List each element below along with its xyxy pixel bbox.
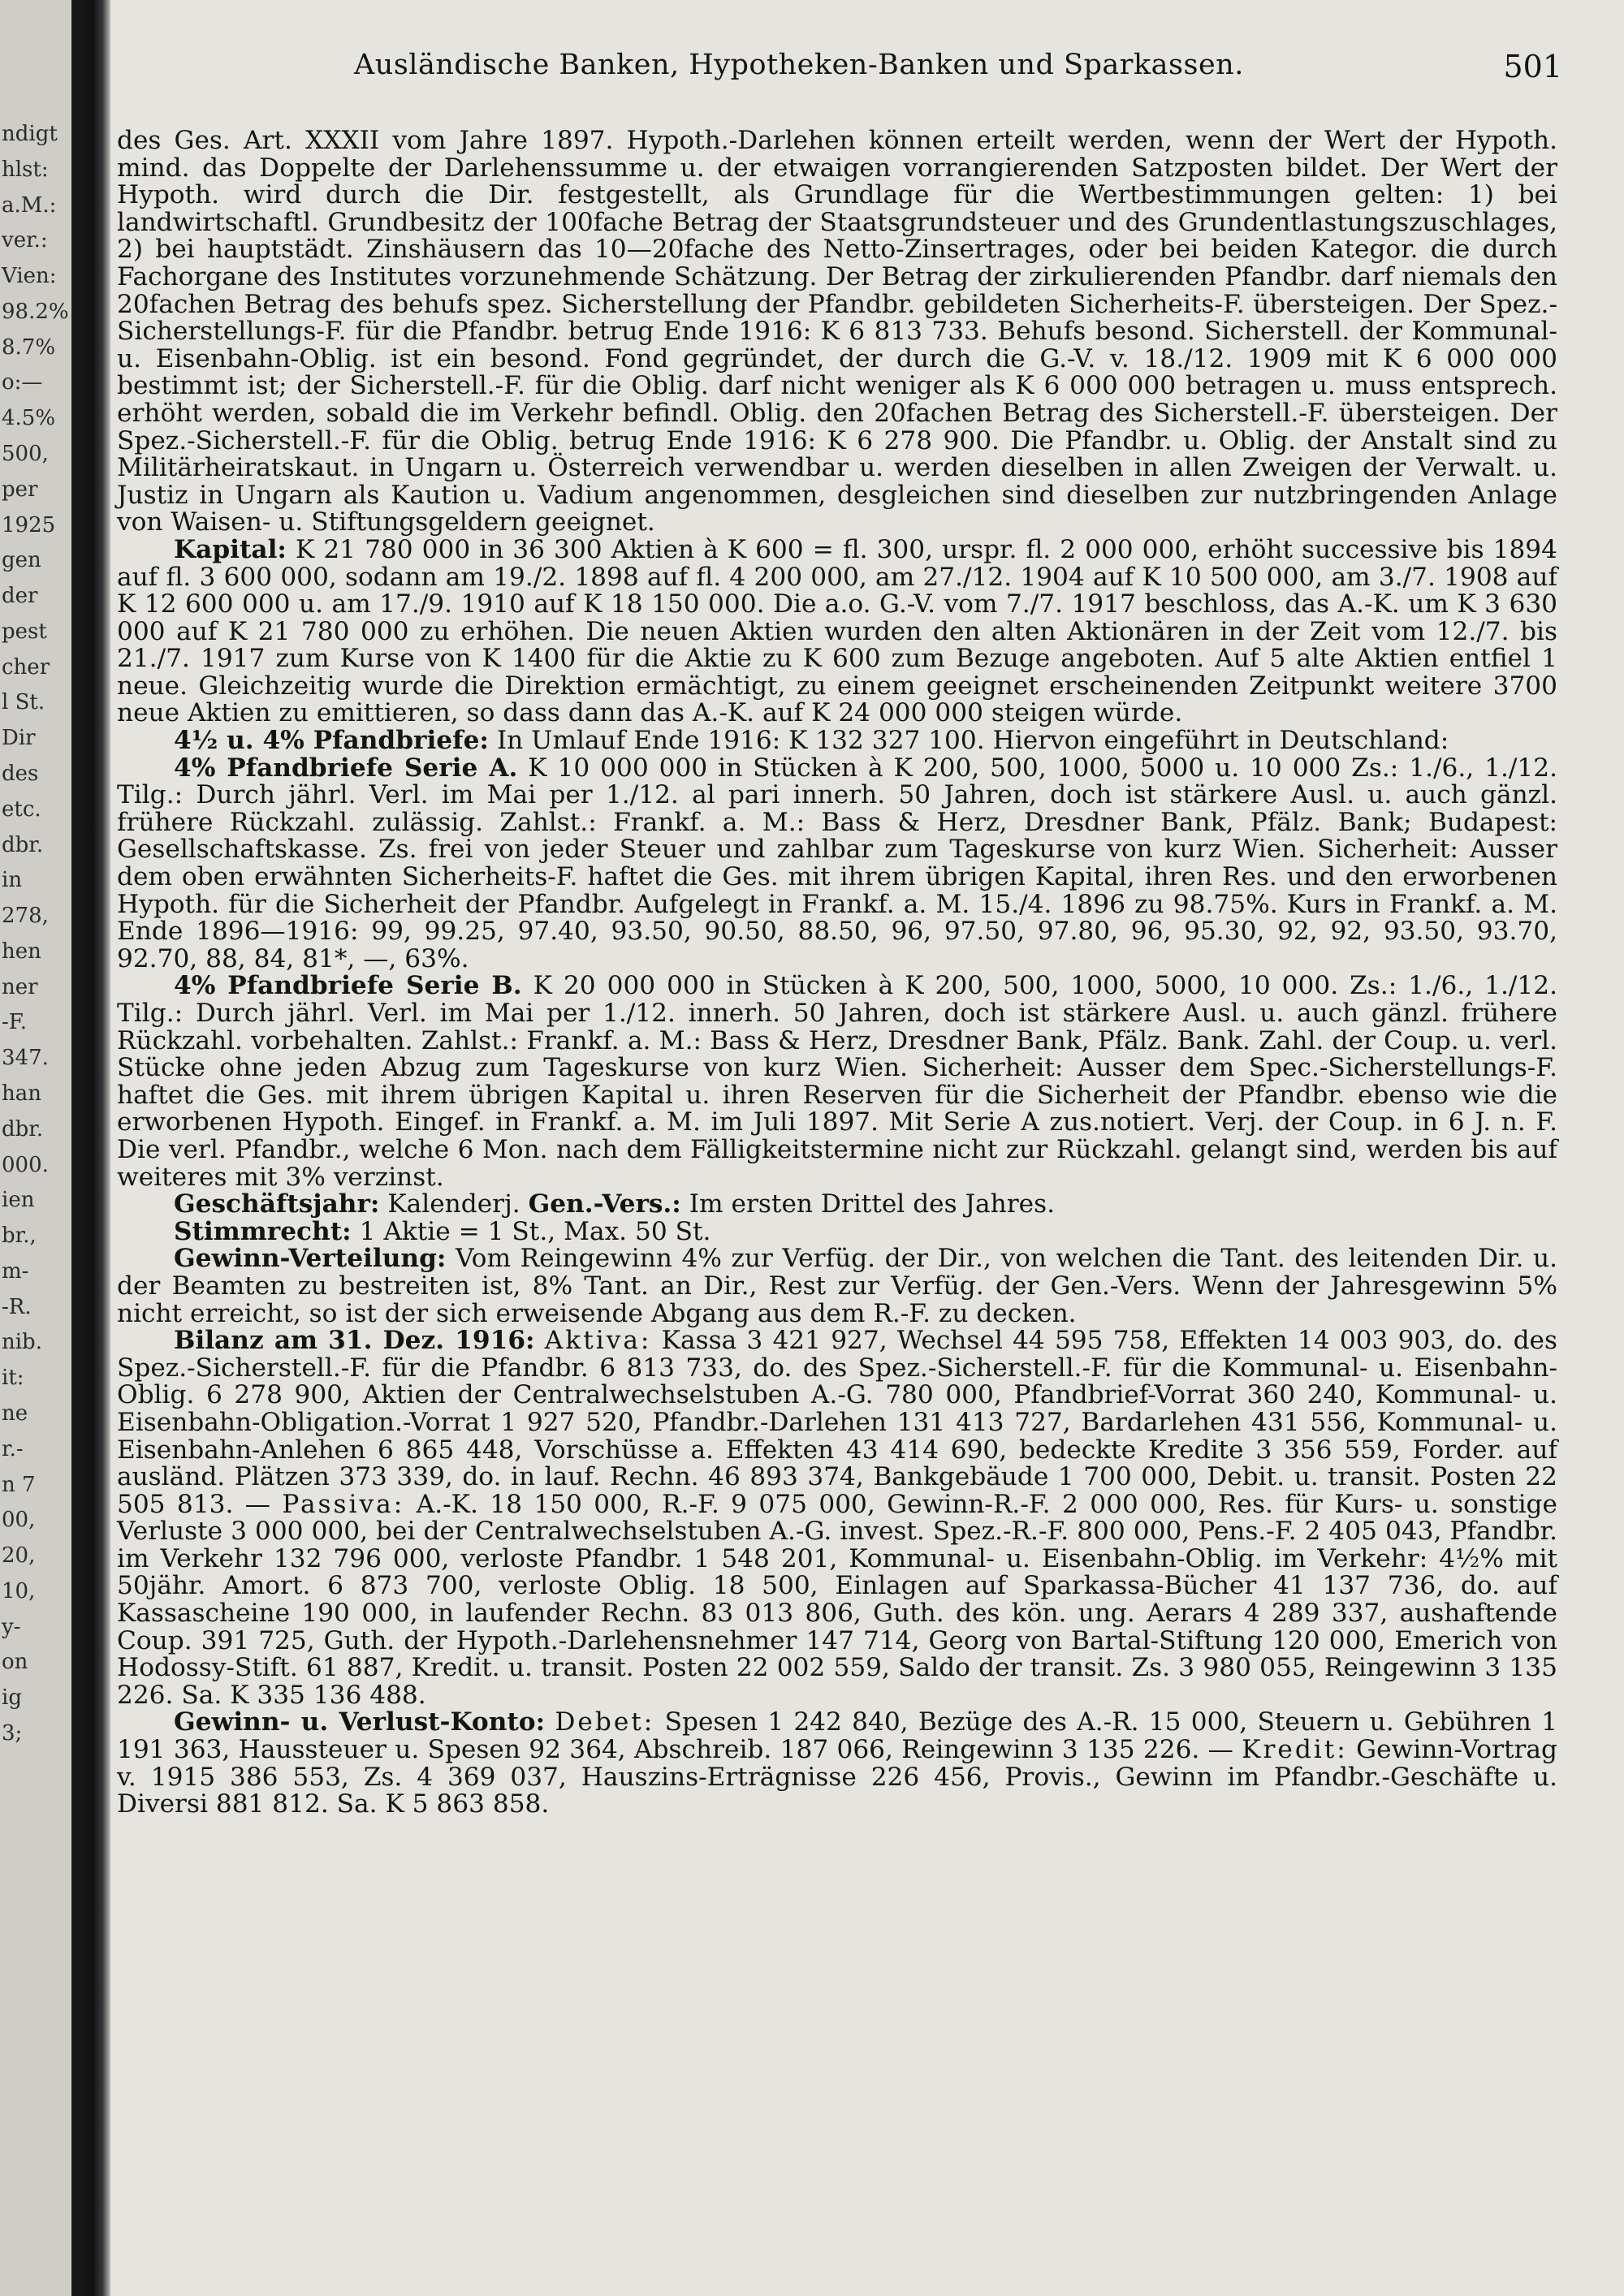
margin-fragment: 1925 [2,513,56,537]
margin-fragment: ner [2,975,38,999]
adjacent-page-margin [0,0,71,2296]
hypothek-paragraph: des Ges. Art. XXXII vom Jahre 1897. Hypoth.-Darlehen können erteilt werden, wenn der Wert der Hypoth. mind. das Doppelte der Darlehenssumme u. der etwaigen vorrangierenden Satzposten bildet. Der Wert der Hypoth. wird durch die Dir. festgestellt, als Grundlage für die Wertbestimmungen gelten: 1) bei landwirtschaftl. Grundbesitz der 100fache Betrag der Staatsgrundsteuer und des Grundentlastungszuschlages, 2) bei hauptstädt. Zinshäusern das 10—20fache des Netto-Zinsertrages, oder bei beiden Kategor. die durch Fachorgane des Institutes vorzunehmende Schätzung. Der Betrag der zirkulierenden Pfandbr. darf niemals den 20fachen Betrag des behufs spez. Sicherstellung der Pfandbr. gebildeten Sicherheits-F. übersteigen. Der Spez.-Sicherstellungs-F. für die Pfandbr. betrug Ende 1916: K 6 813 733. Behufs besond. Sicherstell. der Kommunal- u. Eisenbahn-Oblig. ist ein besond. Fond gegründet, der durch die G.-V. v. 18./12. 1909 mit K 6 000 000 bestimmt ist; der Sicherstell.-F. für die Oblig. darf nicht weniger als K 6 000 000 betragen u. muss entsprech. erhöht werden, sobald die im Verkehr befindl. Oblig. den 20fachen Betrag des Sicherstell.-F. übersteigen. Der Spez.-Sicherstell.-F. für die Oblig. betrug Ende 1916: K 6 278 900. Die Pfandbr. u. Oblig. der Anstalt sind zu Militärheiratskaut. in Ungarn u. Österreich verwendbar u. werden dieselben in allen Zweigen der Verwalt. u. Justiz in Ungarn als Kaution u. Vadium angenommen, desgleichen sind dieselben zur nutzbringenden Anlage von Waisen- u. Stiftungsgeldern geeignet. [117,126,1557,537]
margin-fragment: r.- [2,1437,24,1461]
gewinn-verlust-paragraph [117,1709,1557,1818]
book-gutter [71,0,110,2296]
gewinn-verteilung-paragraph [117,1245,1557,1327]
margin-fragment: hlst: [2,158,49,182]
margin-fragment: -F. [2,1010,28,1034]
margin-fragment: 3; [2,1721,23,1746]
margin-fragment: ien [2,1188,35,1212]
margin-fragment: br., [2,1224,37,1248]
margin-fragment: 278, [2,904,49,928]
margin-fragment: gen [2,548,41,572]
margin-fragment: cher [2,655,50,680]
page-number: 501 [1503,49,1562,84]
margin-fragment: a.M.: [2,193,57,218]
stimmrecht-label: Stimmrecht: [174,1216,352,1246]
margin-fragment: -R. [2,1295,32,1319]
margin-fragment: nib. [2,1330,42,1354]
margin-fragment: ndigt [2,122,58,146]
bilanz-paragraph [117,1327,1557,1709]
margin-fragment: on [2,1650,28,1674]
serie-a-text: K 10 000 000 in Stücken à K 200, 500, 1000, 5000 u. 10 000 Zs.: 1./6., 1./12. Tilg.: Durch jährl. Verl. im Mai per 1./12. al pari innerh. 50 Jahren, doch ist stärkere Ausl. u. auch gänzl. frühere Rückzahl. zulässig. Zahlst.: Frankf. a. M.: Bass & Herz, Dresdner Bank, Pfälz. Bank; Budapest: Gesellschaftskasse. Zs. frei von jeder Steuer und zahlbar zum Tageskurse von kurz Wien. Sicherheit: Ausser dem oben erwähnten Sicherheits-F. haftet die Ges. mit ihrem übrigen Kapital, ihren Res. und den erworbenen Hypoth. für die Sicherheit der Pfandbr. Aufgelegt in Frankf. a. M. 15./4. 1896 zu 98.75%. Kurs in Frankf. a. M. Ende 1896—1916: 99, 99.25, 97.40, 93.50, 90.50, 88.50, 96, 97.50, 97.80, 96, 95.30, 92, 92, 93.50, 93.70, 92.70, 88, 84, 81*, —, 63%. [117,753,1557,973]
margin-fragment: ver.: [2,228,48,252]
bilanz-label: Bilanz am 31. Dez. 1916: [174,1326,535,1356]
serie-b-paragraph [117,973,1557,1191]
margin-fragment: o:— [2,370,43,395]
margin-fragment: 4.5% [2,406,56,430]
margin-fragment: 00, [2,1508,36,1532]
margin-fragment: des [2,762,39,786]
margin-fragment: per [2,477,38,502]
margin-fragment: 98.2% [2,300,69,324]
geschaeftsjahr-label: Geschäftsjahr: [174,1189,380,1219]
passiva-label: Passiva: [282,1489,405,1519]
margin-fragment: ne [2,1401,28,1426]
margin-fragment: 20, [2,1543,36,1568]
margin-fragment: pest [2,619,47,644]
margin-fragment: Vien: [2,264,57,288]
genvers-label: Gen.-Vers.: [528,1189,681,1219]
margin-fragment: m- [2,1259,29,1284]
margin-fragment: hen [2,939,41,964]
margin-fragment: in [2,868,23,892]
margin-fragment: Dir [2,726,36,750]
margin-fragment: etc. [2,797,41,822]
serie-a-paragraph [117,755,1557,973]
serie-b-text: K 20 000 000 in Stücken à K 200, 500, 1000, 5000, 10 000. Zs.: 1./6., 1./12. Tilg.: Durch jährl. Verl. im Mai per 1./12. innerh. 50 Jahren, doch ist stärkere Ausl. u. auch gänzl. frühere Rückzahl. vorbehalten. Zahlst.: Frankf. a. M.: Bass & Herz, Dresdner Bank, Pfälz. Bank. Zahl. der Coup. u. verl. Stücke ohne jeden Abzug zum Tageskurse von kurz Wien. Sicherheit: Ausser dem Spec.-Sicherstellungs-F. haftet die Ges. mit ihrem übrigen Kapital u. ihren Reserven für die Sicherheit der Pfandbr. ebenso wie die erworbenen Hypoth. Eingef. in Frankf. a. M. im Juli 1897. Mit Serie A zus.notiert. Verj. der Coup. in 6 J. n. F. Die verl. Pfandbr., welche 6 Mon. nach dem Fälligkeitstermine nicht zur Rückzahl. gelangt sind, werden bis auf weiteres mit 3% verzinst. [117,971,1558,1192]
margin-fragment: dbr. [2,1117,44,1142]
kredit-text: Gewinn-Vortrag v. 1915 386 553, Zs. 4 369 037, Hauszins-Erträgnisse 226 456, Provis., Gewinn im Pfandbr.-Geschäfte u. Diversi 881 812. Sa. K 5 863 858. [117,1735,1557,1819]
kredit-label: Kredit: [1242,1735,1348,1765]
margin-fragment: n 7 [2,1473,36,1497]
margin-fragment: 000. [2,1153,49,1177]
margin-fragment: dbr. [2,833,44,857]
serie-b-label: 4% Pfandbriefe Serie B. [174,971,522,1001]
passiva-text: A.-K. 18 150 000, R.-F. 9 075 000, Gewinn-R.-F. 2 000 000, Res. für Kurs- u. sonstige Verluste 3 000 000, bei der Centralwechselstuben A.-G. invest. Spez.-R.-F. 800 000, Pens.-F. 2 405 043, Pfandbr. im Verkehr 132 796 000, verloste Pfandbr. 1 548 201, Kommunal- u. Eisenbahn-Oblig. im Verkehr: 4½% mit 50jähr. Amort. 6 873 700, verloste Oblig. 18 500, Einlagen auf Sparkassa-Bücher 41 137 736, do. auf Kassascheine 190 000, in laufender Rechn. 83 013 806, Guth. des kön. ung. Aerars 4 289 337, aushaftende Coup. 391 725, Guth. der Hypoth.-Darlehensnehmer 147 714, Georg von Bartal-Stiftung 120 000, Emerich von Hodossy-Stift. 61 887, Kredit. u. transit. Posten 22 002 559, Saldo der transit. Zs. 3 980 055, Reingewinn 3 135 226. Sa. K 335 136 488. [117,1489,1557,1710]
margin-fragment: l St. [2,690,45,714]
pfandbriefe-paragraph [117,727,1557,755]
running-title: Ausländische Banken, Hypotheken-Banken und Sparkassen. [354,49,1244,81]
margin-fragment: 10, [2,1579,36,1603]
debet-text: Spesen 1 242 840, Bezüge des A.-R. 15 000, Steuern u. Gebühren 1 191 363, Haussteuer u. Spesen 92 364, Abschreib. 187 066, Reingewinn 3 135 226. — [117,1707,1557,1765]
margin-fragment: ig [2,1685,22,1710]
gewinn-verteilung-text: Vom Reingewinn 4% zur Verfüg. der Dir., von welchen die Tant. des leitenden Dir. u. der Beamten zu bestreiten ist, 8% Tant. an Dir., Rest zur Verfüg. der Gen.-Vers. Wenn der Jahresgewinn 5% nicht erreicht, so ist der sich erweisende Abgang aus dem R.-F. zu decken. [117,1244,1557,1328]
stimmrecht-text: 1 Aktie = 1 St., Max. 50 St. [359,1216,711,1246]
geschaeftsjahr-paragraph [117,1191,1557,1219]
pfandbriefe-text: In Umlauf Ende 1916: K 132 327 100. Hiervon eingeführt in Deutschland: [496,726,1449,756]
page-header [110,49,1624,89]
gewinn-verteilung-label: Gewinn-Verteilung: [174,1244,447,1274]
margin-fragment: han [2,1081,41,1106]
kapital-paragraph [117,534,1557,728]
margin-fragment: 8.7% [2,335,56,360]
margin-fragment: it: [2,1366,24,1390]
stimmrecht-paragraph [117,1216,1557,1246]
kapital-text: K 21 780 000 in 36 300 Aktien à K 600 = fl. 300, urspr. fl. 2 000 000, erhöht successive bis 1894 auf fl. 3 600 000, sodann am 19./2. 1898 auf fl. 4 200 000, am 27./12. 1904 auf K 10 500 000, am 3./7. 1908 auf K 12 600 000 u. am 17./9. 1910 auf K 18 150 000. Die a.o. G.-V. vom 7./7. 1917 beschloss, das A.-K. um K 3 630 000 auf K 21 780 000 zu erhöhen. Die neuen Aktien wurden den alten Aktionären in der Zeit vom 12./7. bis 21./7. 1917 zum Kurse von K 1400 für die Aktie zu K 600 zum Bezuge angeboten. Auf 5 alte Aktien entfiel 1 neue. Gleichzeitig wurde die Direktion ermächtigt, zu einem geeignet erscheinenden Zeitpunkt weitere 3700 neue Aktien zu emittieren, so dass dann das A.-K. auf K 24 000 000 steigen würde. [117,534,1557,728]
debet-label: Debet: [555,1707,655,1737]
aktiva-text: Kassa 3 421 927, Wechsel 44 595 758, Effekten 14 003 903, do. des Spez.-Sicherstell.-F. für die Pfandbr. 6 813 733, do. des Spez.-Sicherstell.-F. für die Kommunal- u. Eisenbahn-Oblig. 6 278 900, Aktien der Centralwechselstuben A.-G. 780 000, Pfandbrief-Vorrat 360 240, Kommunal- u. Eisenbahn-Obligation.-Vorrat 1 927 520, Pfandbr.-Darlehen 131 413 727, Bardarlehen 431 556, Kommunal- u. Eisenbahn-Anlehen 6 865 448, Vorschüsse a. Effekten 43 414 690, bedeckte Kredite 3 356 559, Forder. auf ausländ. Plätzen 373 339, do. in lauf. Rechn. 46 893 374, Bankgebäude 1 700 000, Debit. u. transit. Posten 22 505 813. — [117,1326,1557,1519]
gewinn-verlust-label: Gewinn- u. Verlust-Konto: [174,1707,546,1737]
aktiva-label: Aktiva: [544,1326,652,1356]
margin-fragment: der [2,584,38,608]
margin-fragment: y- [2,1615,21,1639]
document-page [110,0,1624,2296]
serie-a-label: 4% Pfandbriefe Serie A. [174,753,518,783]
geschaeftsjahr-text: Kalenderj. [387,1189,520,1219]
page-body [117,127,1557,1819]
pfandbriefe-label: 4½ u. 4% Pfandbriefe: [174,726,489,756]
kapital-label: Kapital: [174,534,287,564]
margin-fragment: 500, [2,442,49,466]
margin-fragment: 347. [2,1046,49,1070]
genvers-text: Im ersten Drittel des Jahres. [689,1189,1056,1219]
